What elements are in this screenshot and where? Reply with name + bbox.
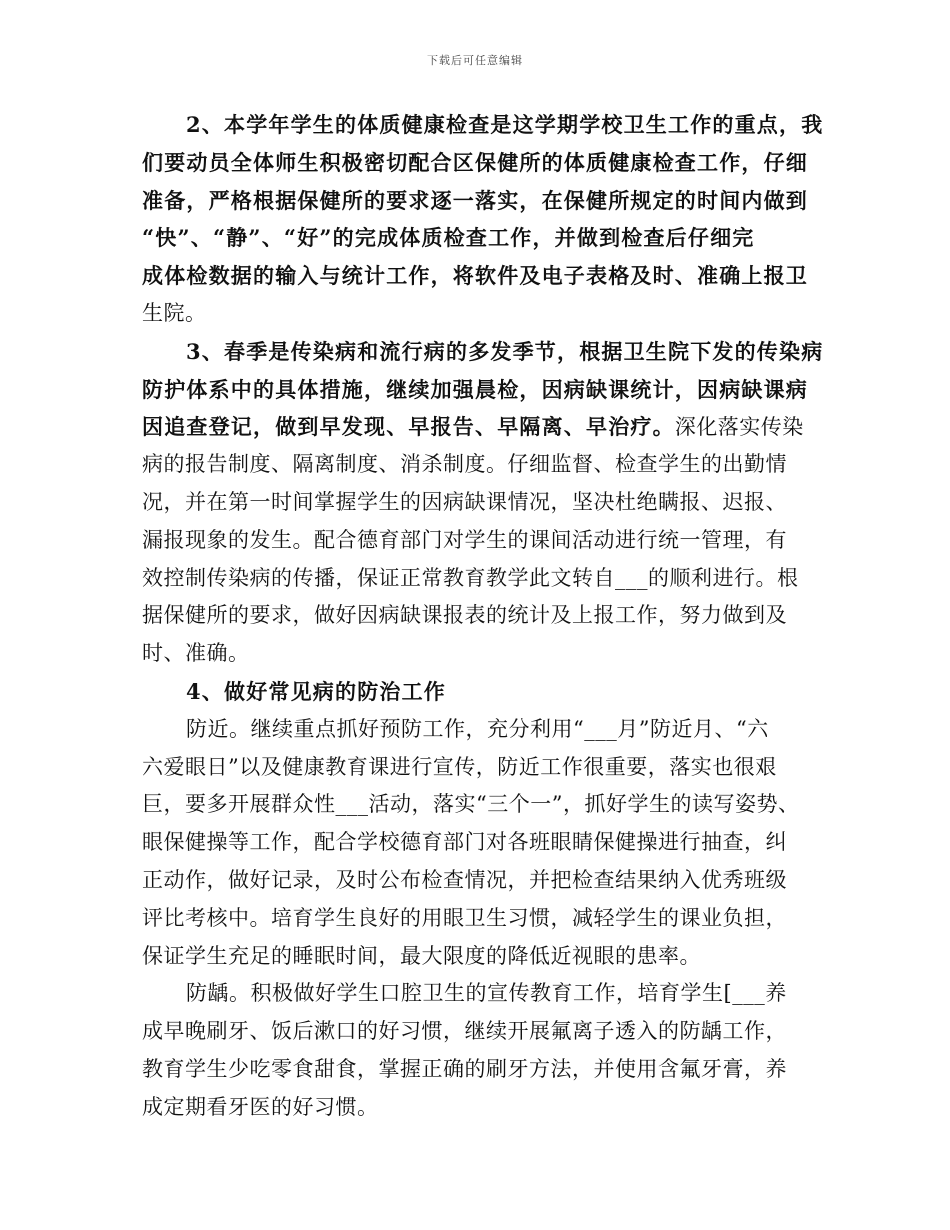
paragraph-line: 病的报告制度、隔离制度、消杀制度。仔细监督、检查学生的出勤情 [142,452,787,477]
paragraph-line: 效控制传染病的传播，保证正常教育教学此文转自___的顺利进行。根 [142,565,799,590]
paragraph-line: 成早晚刷牙、饭后漱口的好习惯，继续开展氟离子透入的防龋工作， [142,1019,787,1044]
paragraph-line: 正动作，做好记录，及时公布检查情况，并把检查结果纳入优秀班级 [142,867,787,892]
paragraph-line: 准备，严格根据保健所的要求逐一落实，在保健所规定的时间内做到 [142,187,808,213]
bold-text-segment: 因追查登记，做到早发现、早报告、早隔离、早治疗。 [142,414,675,440]
paragraph-line: 巨，要多开展群众性___活动，落实“三个一”，抓好学生的读写姿势、 [142,792,800,817]
paragraph-line: 况，并在第一时间掌握学生的因病缺课情况，坚决杜绝瞒报、迟报、 [142,489,787,514]
document-body [142,106,824,1127]
paragraph-line: 生院。 [142,300,207,325]
paragraph-line: 成体检数据的输入与统计工作，将软件及电子表格及时、准确上报卫 [142,263,808,289]
paragraph-line: 时、准确。 [142,641,250,666]
paragraph-line: 4、做好常见病的防治工作 [186,678,447,704]
paragraph-line: 防护体系中的具体措施，继续加强晨检，因病缺课统计，因病缺课病 [142,376,808,402]
paragraph-line: 2、本学年学生的体质健康检查是这学期学校卫生工作的重点，我 [186,112,824,137]
paragraph-line: 漏报现象的发生。配合德育部门对学生的课间活动进行统一管理，有 [142,527,787,552]
paragraph-line: “快”、“静”、“好”的完成体质检查工作，并做到检查后仔细完 [142,225,755,251]
paragraph-line: 3、春季是传染病和流行病的多发季节，根据卫生院下发的传染病 [186,338,824,364]
paragraph-line: 成定期看牙医的好习惯。 [142,1094,379,1119]
paragraph-line: 防龋。积极做好学生口腔卫生的宣传教育工作，培育学生[___养 [186,981,787,1006]
paragraph-line: 六爱眼日”以及健康教育课进行宣传，防近工作很重要，落实也很艰 [142,754,777,779]
paragraph-line [142,408,810,446]
paragraph-line: 防近。继续重点抓好预防工作，充分利用“___月”防近月、“六 [186,716,769,741]
paragraph-line: 保证学生充足的睡眠时间，最大限度的降低近视眼的患率。 [142,943,701,968]
paragraph-line: 眼保健操等工作，配合学校德育部门对各班眼睛保健操进行抽查，纠 [142,830,787,855]
paragraph-line: 教育学生少吃零食甜食，掌握正确的刷牙方法，并使用含氟牙膏，养 [142,1056,787,1081]
page-header: 下载后可任意编辑 [427,54,523,67]
paragraph-line: 据保健所的要求，做好因病缺课报表的统计及上报工作，努力做到及 [142,603,787,628]
plain-text-segment: 深化落实传染 [674,415,804,440]
paragraph-line: 评比考核中。培育学生良好的用眼卫生习惯，减轻学生的课业负担， [142,905,787,930]
paragraph-line: 们要动员全体师生积极密切配合区保健所的体质健康检查工作，仔细 [142,149,808,175]
